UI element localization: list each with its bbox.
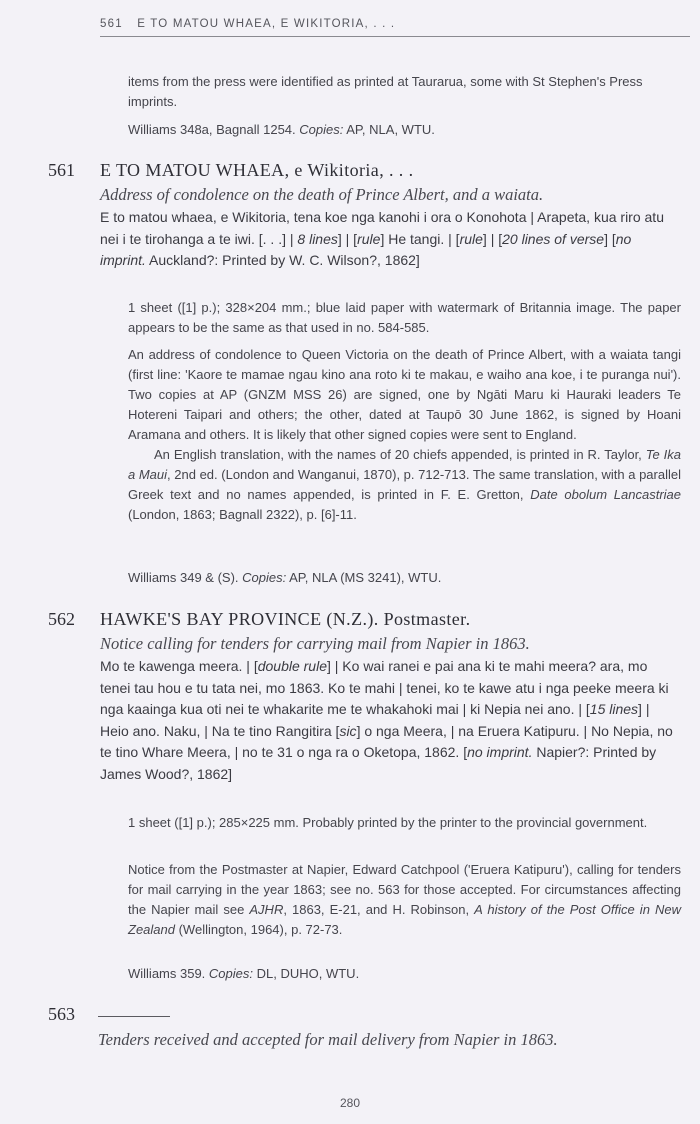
transcription-editorial: rule (459, 230, 483, 247)
entry-561-note (128, 345, 681, 525)
transcription-text: Napier?: Printed by James Wood?, 1862] (100, 744, 657, 782)
entry-561-physical: 1 sheet ([1] p.); 328×204 mm.; blue laid paper with watermark of Britannia image. The paper appears to be the same as that used in no. 584-585. (128, 300, 681, 335)
entry-number: 561 (48, 160, 75, 180)
running-head-page: 561 (100, 18, 123, 30)
prev-entry-note (128, 72, 683, 112)
note-text: , 1863, E-21, and H. Robinson, (283, 902, 475, 917)
entry-562-copies-label: Copies: (208, 966, 253, 981)
prev-entry-refs-line (128, 120, 683, 140)
note-text: An English translation, with the names of 20 chiefs appended, is printed in R. Taylor, (154, 447, 646, 462)
entry-561-note-para2 (128, 445, 681, 525)
entry-561-transcription (100, 207, 665, 272)
entry-562-heading (0, 609, 700, 633)
entry-562-note (128, 860, 681, 940)
transcription-editorial: 20 lines of verse (502, 230, 605, 247)
entry-562-copies: DL, DUHO, WTU. (256, 966, 360, 981)
prev-entry-copies-label: Copies: (299, 122, 344, 137)
transcription-text: ] | Ko wai ranei e pai ana ki te mahi meera? ara, mo tenei tau hou e tu tata nei, mo 1863. Ko te mahi | tenei, ko te kawe atu i nga peeke meera ki nga kaainga kua oti nei te whakarite me te whakahoki mai | ki Nepia nei ano. | [ (100, 658, 669, 717)
transcription-text: ] He tangi. | [ (380, 230, 460, 247)
transcription-editorial: rule (357, 230, 381, 247)
note-book-title: Date obolum Lancastriae (530, 487, 681, 502)
entry-561-copies-label: Copies: (242, 570, 287, 585)
note-book-title: AJHR (249, 902, 284, 917)
entry-561-copies: AP, NLA (MS 3241), WTU. (289, 570, 442, 585)
entry-561-refs: Williams 349 & (S). (128, 570, 239, 585)
entry-title: E TO MATOU WHAEA, e Wikitoria, . . . (100, 160, 414, 180)
note-text: Notice from the Postmaster at Napier, Edward Catchpool ('Eruera Katipuru'), calling for tenders for mail carrying in the year 1863; see no. 563 for those accepted. For circumstances affecting the Napier mail see (128, 862, 681, 917)
entry-562-refs-line (128, 964, 681, 984)
note-text: (Wellington, 1964), p. 72-73. (174, 922, 343, 937)
transcription-text: ] | [ (337, 230, 358, 247)
transcription-text: Auckland?: Printed by W. C. Wilson?, 1862] (145, 252, 420, 268)
transcription-editorial: double rule (257, 658, 327, 674)
entry-title: HAWKE'S BAY PROVINCE (N.Z.). Postmaster. (100, 609, 471, 629)
transcription-editorial: sic (339, 722, 357, 739)
entry-562-subtitle: Notice calling for tenders for carrying mail from Napier in 1863. (100, 634, 530, 653)
note-text: , 2nd ed. (London and Wanganui, 1870), p. 712-713. The same translation, with a parallel Greek text and no names appended, is printed in F. E. Gretton, (128, 467, 681, 502)
ditto-rule (98, 1016, 170, 1017)
page-number: 280 (339, 1096, 361, 1110)
entry-562-refs: Williams 359. (128, 966, 206, 981)
prev-entry-copies: AP, NLA, WTU. (346, 122, 435, 137)
entry-number: 562 (48, 609, 75, 629)
entry-562-transcription (100, 656, 680, 785)
running-head (100, 18, 690, 37)
transcription-editorial: no imprint. (100, 230, 632, 268)
transcription-text: ] | [ (482, 230, 503, 247)
entry-561-subtitle: Address of condolence on the death of Prince Albert, and a waiata. (100, 185, 544, 204)
entry-562-physical: 1 sheet ([1] p.); 285×225 mm. Probably printed by the printer to the provincial government. (128, 815, 648, 830)
transcription-editorial: 8 lines (297, 230, 338, 247)
transcription-text: ] [ (604, 230, 616, 247)
transcription-text: Mo te kawenga meera. | [ (100, 658, 258, 674)
prev-entry-text: items from the press were identified as printed at Taurarua, some with St Stephen's Press imprints. (128, 74, 643, 109)
entry-561-heading (0, 160, 700, 184)
running-head-title: E TO MATOU WHAEA, E WIKITORIA, . . . (137, 18, 396, 30)
prev-entry-refs: Williams 348a, Bagnall 1254. (128, 122, 296, 137)
transcription-text: ] | Heio ano. Naku, | Na te tino Rangitira [ (100, 701, 650, 739)
entry-563-subtitle: Tenders received and accepted for mail delivery from Napier in 1863. (98, 1030, 558, 1049)
note-text: (London, 1863; Bagnall 2322), p. [6]-11. (128, 507, 357, 522)
transcription-editorial: no imprint. (467, 744, 533, 760)
transcription-text: E to matou whaea, e Wikitoria, tena koe nga kanohi i ora o Konohota | Arapeta, kua riro atu nei i te tirohanga a te iwi. [. . .] | (100, 209, 664, 247)
transcription-text: ] o nga Meera, | na Eruera Katipuru. | No Nepia, no te tino Whare Meera, | no te 31 o nga ra o Oketopa, 1862. [ (100, 722, 673, 760)
note-book-title: A history of the Post Office in New Zealand (128, 902, 681, 937)
transcription-editorial: 15 lines (589, 701, 639, 717)
entry-561-refs-line (128, 568, 681, 588)
entry-number: 563 (48, 1004, 75, 1024)
note-book-title: Te Ika a Maui (128, 447, 681, 482)
entry-561-note-para1: An address of condolence to Queen Victoria on the death of Prince Albert, with a waiata tangi (first line: 'Kaore te mamae ngau kino ana roto ki te makau, e waiho ana koe, i te puranga nui'). Two copies at AP (GNZM MSS 26) are signed, one by Ngāti Maru ki Hauraki leaders Te Hotereni Taipari and others; the other, dated at Taupō 30 June 1862, is signed by Hoani Aramana and others. It is likely that other signed copies were sent to England. (128, 347, 681, 442)
